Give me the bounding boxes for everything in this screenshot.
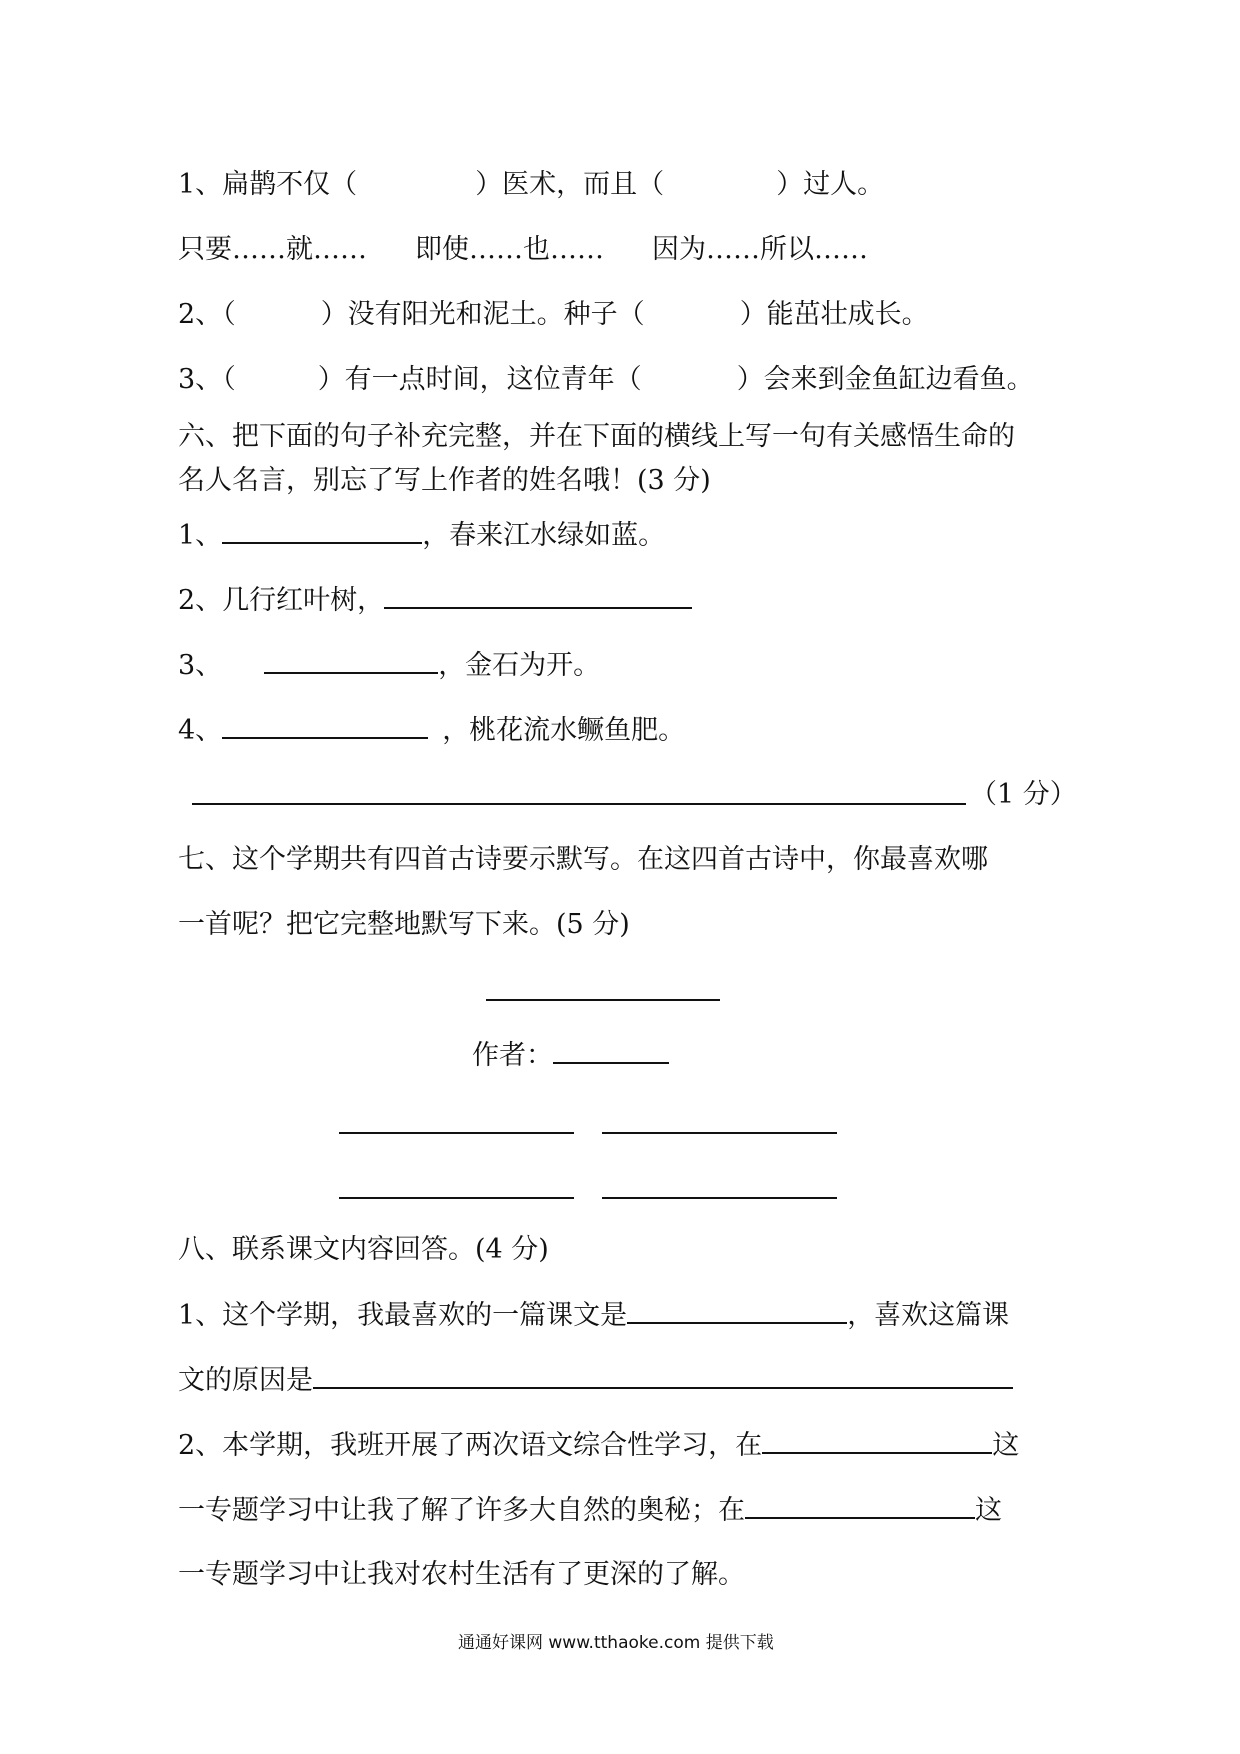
q5-options	[178, 233, 868, 267]
poem-line-3[interactable]	[339, 1197, 574, 1199]
answer-blank[interactable]	[222, 518, 422, 544]
q8-heading: 八、联系课文内容回答。(4 分)	[178, 1234, 549, 1265]
poem-title-line[interactable]	[486, 999, 720, 1001]
author-label: 作者：	[472, 1040, 553, 1071]
text-segment: ，喜欢这篇课	[847, 1300, 1010, 1331]
q6-heading-line-2: 名人名言，别忘了写上作者的姓名哦！(3 分)	[178, 465, 711, 496]
reason-blank[interactable]	[313, 1363, 1013, 1389]
text-segment: 一专题学习中让我了解了许多大自然的奥秘；在	[178, 1495, 745, 1526]
poem-line: 几行红叶树，	[222, 585, 385, 616]
text-segment: ）过人。	[776, 169, 885, 200]
quote-answer-line[interactable]	[192, 803, 966, 805]
q8-item-2-line-1	[178, 1428, 1019, 1463]
text-segment: 这	[975, 1495, 1002, 1526]
text-segment: 这	[992, 1430, 1020, 1461]
q6-item-1	[178, 518, 665, 553]
item-number: 4、	[178, 715, 223, 746]
q7-heading-line-1: 七、这个学期共有四首古诗要示默写。在这四首古诗中，你最喜欢哪	[178, 844, 988, 875]
text-segment: （	[222, 299, 236, 330]
q8-item-1-line-1	[178, 1298, 1009, 1333]
author-blank[interactable]	[553, 1038, 669, 1064]
answer-blank[interactable]	[264, 648, 438, 674]
text-segment: ）会来到金鱼缸边看鱼。	[736, 364, 1034, 395]
q6-quote-score: （1 分）	[970, 779, 1077, 810]
text-segment: ）能茁壮成长。	[739, 299, 929, 330]
q5-item-1	[178, 168, 884, 202]
favorite-lesson-blank[interactable]	[627, 1298, 847, 1324]
text-segment: ）医术，而且（	[475, 169, 665, 200]
text-segment: 1、这个学期，我最喜欢的一篇课文是	[178, 1300, 628, 1331]
q8-item-2-line-3: 一专题学习中让我对农村生活有了更深的了解。	[178, 1559, 745, 1590]
option-1: 只要……就……	[178, 234, 367, 265]
item-number: 2、	[178, 585, 223, 616]
item-number: 1、	[178, 520, 223, 551]
text-segment: ）有一点时间，这位青年（	[317, 364, 642, 395]
q7-heading-line-2: 一首呢？把它完整地默写下来。(5 分)	[178, 909, 630, 940]
option-3: 因为……所以……	[652, 234, 868, 265]
text-segment: 2、本学期，我班开展了两次语文综合性学习，在	[178, 1430, 763, 1461]
q8-item-1-line-2	[178, 1363, 1013, 1398]
poem-line-2[interactable]	[602, 1132, 837, 1134]
topic-blank-2[interactable]	[745, 1493, 975, 1519]
q6-item-4	[178, 713, 685, 748]
text-segment: 文的原因是	[178, 1365, 313, 1396]
answer-blank[interactable]	[384, 583, 692, 609]
q6-item-2	[178, 583, 692, 618]
text-segment: 扁鹊不仅（	[222, 169, 358, 200]
q8-item-2-line-2	[178, 1493, 1002, 1528]
poem-line: ，春来江水绿如蓝。	[422, 520, 666, 551]
text-segment: ）没有阳光和泥土。种子（	[320, 299, 645, 330]
option-2: 即使……也……	[415, 234, 604, 265]
item-number: 1、	[178, 169, 223, 200]
poem-author-row	[472, 1038, 669, 1073]
q5-item-2	[178, 298, 929, 332]
poem-line-1[interactable]	[339, 1132, 574, 1134]
item-number: 3、	[178, 364, 223, 395]
q5-item-3	[178, 363, 1034, 397]
topic-blank-1[interactable]	[762, 1428, 992, 1454]
poem-line-4[interactable]	[602, 1197, 837, 1199]
item-number: 3、	[178, 650, 223, 681]
q6-item-3	[178, 648, 600, 683]
poem-line: ，桃花流水鳜鱼肥。	[442, 715, 686, 746]
answer-blank[interactable]	[222, 713, 428, 739]
page-footer: 通通好课网 www.tthaoke.com 提供下载	[458, 1633, 774, 1653]
text-segment: （	[222, 364, 236, 395]
q6-heading-line-1: 六、把下面的句子补充完整，并在下面的横线上写一句有关感悟生命的	[178, 421, 1015, 452]
item-number: 2、	[178, 299, 223, 330]
poem-line: ，金石为开。	[438, 650, 601, 681]
